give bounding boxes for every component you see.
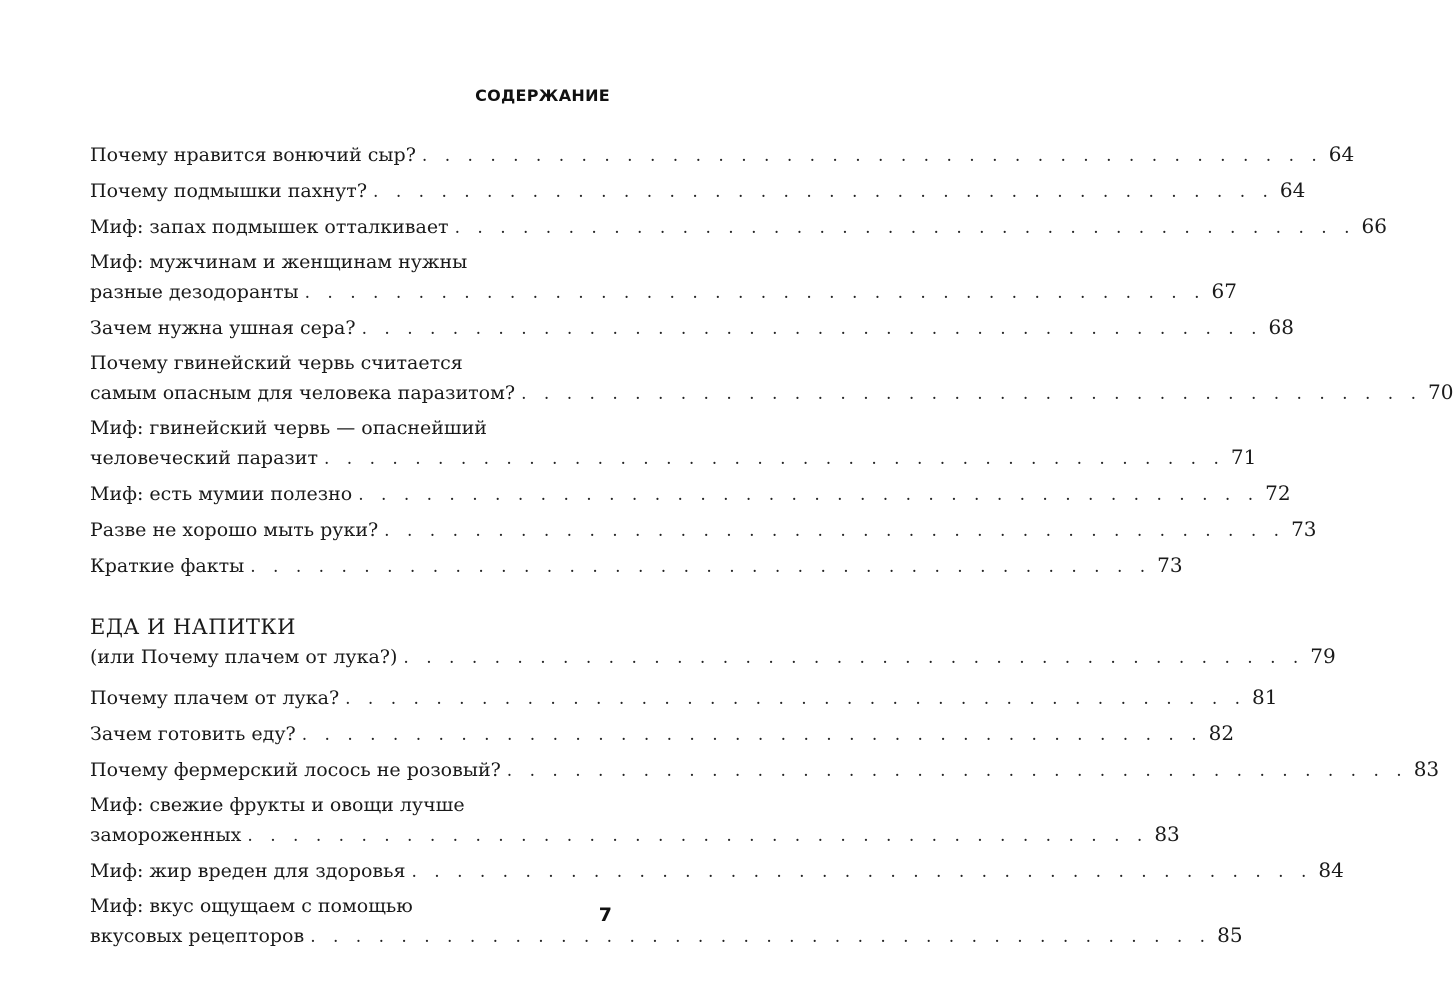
dot-leader: . . . . . . . . . . . . . . . . . . . . . . . . . . . . . . . . . . . . . . . . — [301, 725, 1203, 745]
dot-leader: . . . . . . . . . . . . . . . . . . . . . . . . . . . . . . . . . . . . . . . . — [403, 648, 1305, 668]
section-subtitle: (или Почему плачем от лука?) — [90, 646, 398, 668]
dot-leader: . . . . . . . . . . . . . . . . . . . . . . . . . . . . . . . . . . . . . . . . — [411, 862, 1313, 882]
toc-entry-page: 85 — [1217, 923, 1243, 947]
dot-leader: . . . . . . . . . . . . . . . . . . . . . . . . . . . . . . . . . . . . . . . . — [384, 521, 1286, 541]
toc-entry-title: Почему гвинейский червь считается — [90, 352, 463, 374]
toc-entry-title-cont: человеческий паразит — [90, 447, 318, 469]
toc-entry-title: Миф: мужчинам и женщинам нужны — [90, 251, 468, 273]
dot-leader: . . . . . . . . . . . . . . . . . . . . . . . . . . . . . . . . . . . . . . . . — [304, 283, 1206, 303]
toc-entry — [90, 551, 1183, 582]
toc-entry-page: 73 — [1291, 517, 1317, 541]
toc-entry — [90, 313, 1294, 344]
toc-entry — [90, 791, 1180, 851]
dot-leader: . . . . . . . . . . . . . . . . . . . . . . . . . . . . . . . . . . . . . . . . — [361, 319, 1263, 339]
toc-entry — [90, 248, 1237, 308]
toc-entry-page: 66 — [1361, 214, 1387, 238]
toc-section — [90, 613, 1336, 673]
toc-entry — [90, 515, 1317, 546]
toc-entry-title-cont: вкусовых рецепторов — [90, 925, 305, 947]
toc-entry — [90, 856, 1344, 887]
toc-entry-page: 84 — [1318, 858, 1344, 882]
toc-entry-page: 71 — [1230, 445, 1257, 469]
toc-entry-title: Миф: есть мумии полезно — [90, 483, 353, 505]
toc-entry — [90, 140, 1355, 171]
toc-entry-page: 72 — [1265, 481, 1291, 505]
toc-entry — [90, 212, 1387, 243]
section-spacer — [90, 587, 549, 613]
dot-leader: . . . . . . . . . . . . . . . . . . . . . . . . . . . . . . . . . . . . . . . . — [247, 826, 1149, 846]
dot-leader: . . . . . . . . . . . . . . . . . . . . . . . . . . . . . . . . . . . . . . . . — [323, 449, 1225, 469]
toc-entry — [90, 479, 1291, 510]
toc-entry — [90, 683, 1278, 714]
toc-entry-page: 83 — [1413, 757, 1440, 781]
dot-leader: . . . . . . . . . . . . . . . . . . . . . . . . . . . . . . . . . . . . . . . . — [373, 182, 1274, 202]
toc-entry-page: 82 — [1208, 721, 1235, 745]
toc-entry-title: Почему плачем от лука? — [90, 687, 340, 709]
dot-leader: . . . . . . . . . . . . . . . . . . . . . . . . . . . . . . . . . . . . . . . . — [521, 384, 1422, 404]
dot-leader: . . . . . . . . . . . . . . . . . . . . . . . . . . . . . . . . . . . . . . . . — [310, 927, 1212, 947]
section-title: ЕДА И НАПИТКИ — [90, 615, 296, 639]
dot-leader: . . . . . . . . . . . . . . . . . . . . . . . . . . . . . . . . . . . . . . . . — [506, 761, 1408, 781]
dot-leader: . . . . . . . . . . . . . . . . . . . . . . . . . . . . . . . . . . . . . . . . — [358, 485, 1260, 505]
toc-entry-title: Почему фермерский лосось не розовый? — [90, 759, 501, 781]
toc-entry-title: Почему подмышки пахнут? — [90, 180, 368, 202]
toc-entry-title: Миф: свежие фрукты и овощи лучше — [90, 794, 465, 816]
toc-entry-page: 64 — [1328, 142, 1355, 166]
toc-entry-title: Почему нравится вонючий сыр? — [90, 144, 416, 166]
toc-entry-title: Миф: гвинейский червь — опаснейший — [90, 417, 487, 439]
toc-entry — [90, 176, 1306, 207]
running-header: СОДЕРЖАНИЕ — [475, 86, 610, 105]
toc-entry — [90, 755, 1440, 786]
toc-entry — [90, 349, 1453, 409]
toc-entry-title: Миф: вкус ощущаем с помощью — [90, 895, 413, 917]
toc-entry-title: Миф: жир вреден для здоровья — [90, 860, 406, 882]
toc-entry-title-cont: самым опасным для человека паразитом? — [90, 382, 516, 404]
toc-entry-page: 64 — [1279, 178, 1306, 202]
toc-entry-title: Зачем готовить еду? — [90, 723, 296, 745]
toc-entry-page: 83 — [1154, 822, 1180, 846]
dot-leader: . . . . . . . . . . . . . . . . . . . . . . . . . . . . . . . . . . . . . . . . — [345, 689, 1247, 709]
toc-entry-title: Зачем нужна ушная сера? — [90, 317, 356, 339]
table-of-contents — [90, 140, 1453, 957]
toc-entry-page: 70 — [1428, 380, 1453, 404]
toc-entry-page: 68 — [1268, 315, 1294, 339]
toc-entry-page: 67 — [1211, 279, 1237, 303]
toc-entry — [90, 892, 1243, 952]
dot-leader: . . . . . . . . . . . . . . . . . . . . . . . . . . . . . . . . . . . . . . . . — [421, 146, 1323, 166]
dot-leader: . . . . . . . . . . . . . . . . . . . . . . . . . . . . . . . . . . . . . . . . — [454, 218, 1356, 238]
toc-entry-title: Краткие факты — [90, 555, 245, 577]
toc-entry-title: Разве не хорошо мыть руки? — [90, 519, 379, 541]
section-page: 79 — [1310, 644, 1336, 668]
toc-entry-page: 73 — [1157, 553, 1183, 577]
toc-entry-page: 81 — [1252, 685, 1278, 709]
toc-entry — [90, 414, 1257, 474]
toc-entry-title-cont: замороженных — [90, 824, 242, 846]
toc-entry-title-cont: разные дезодоранты — [90, 281, 299, 303]
dot-leader: . . . . . . . . . . . . . . . . . . . . . . . . . . . . . . . . . . . . . . . . — [250, 557, 1152, 577]
page-number: 7 — [598, 904, 612, 926]
toc-entry — [90, 719, 1235, 750]
toc-entry-title: Миф: запах подмышек отталкивает — [90, 216, 449, 238]
